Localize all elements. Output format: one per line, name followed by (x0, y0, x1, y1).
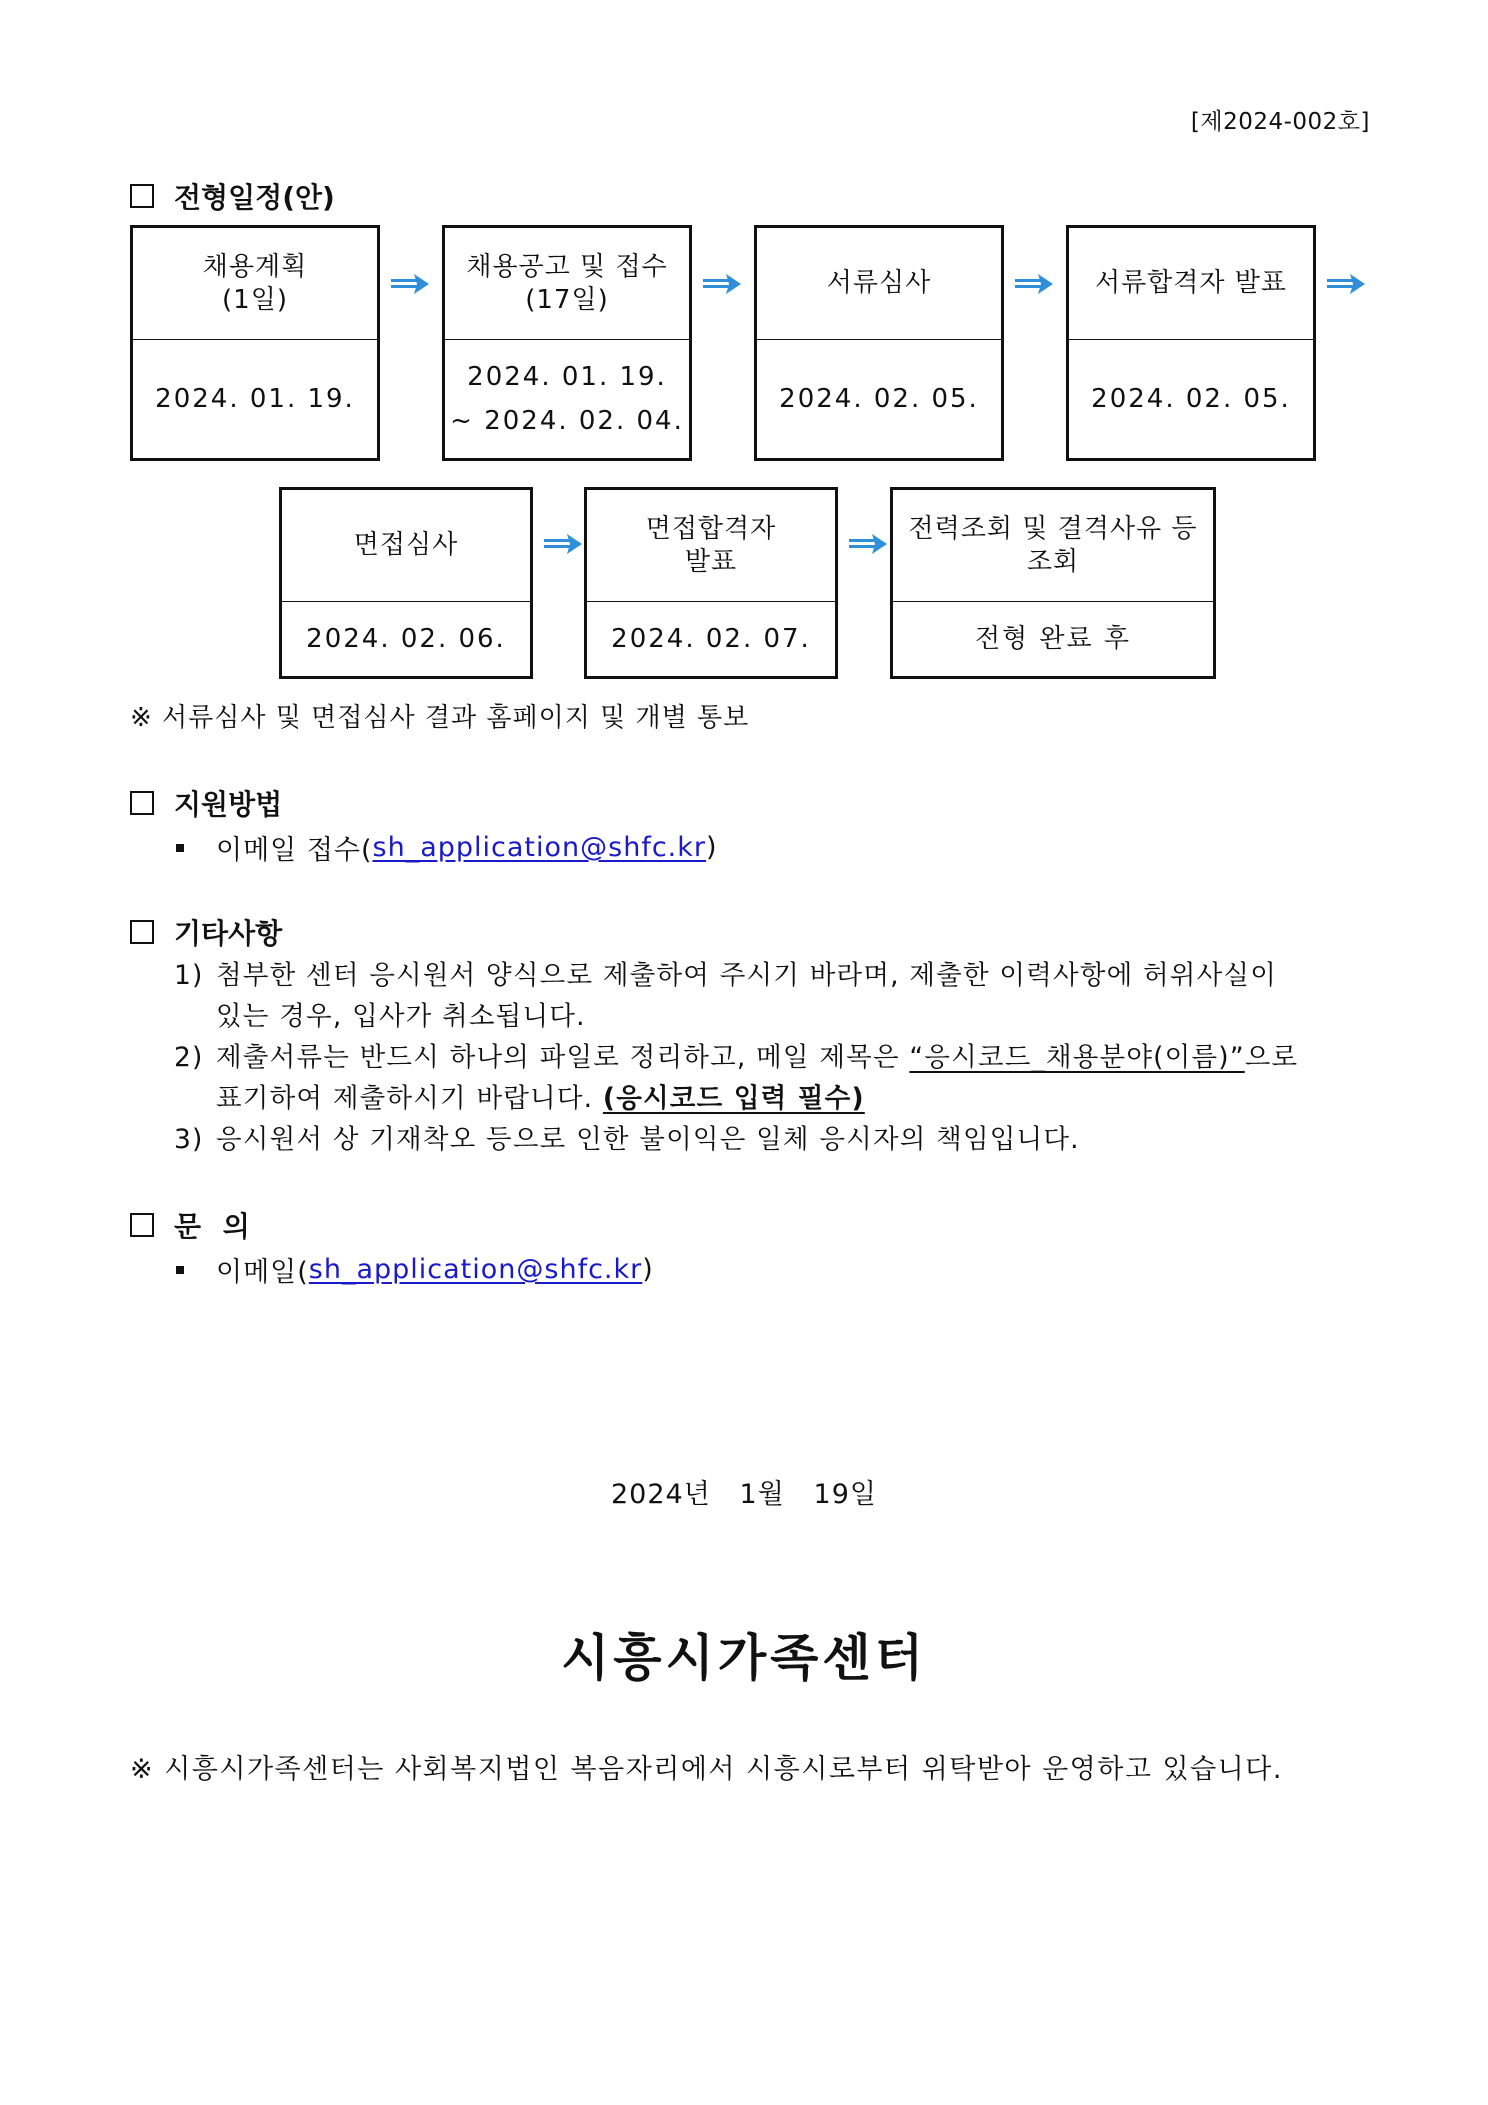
schedule-step-2 (442, 225, 692, 461)
step-duration: (1일) (222, 284, 288, 315)
other-item-2 (174, 1037, 1374, 1127)
checkbox-square-icon (130, 791, 154, 815)
other-item-3 (174, 1119, 1374, 1164)
step-duration: (17일) (525, 284, 609, 315)
contact-prefix: 이메일( (216, 1257, 309, 1288)
code-required-notice: (응시코드 입력 필수) (602, 1083, 865, 1114)
step-date: 전형 완료 후 (974, 624, 1132, 654)
section-schedule-heading (130, 176, 335, 216)
step-duration: 조회 (1026, 546, 1080, 577)
step-date: 2024. 02. 07. (611, 624, 811, 654)
step-name: 채용계획 (202, 251, 308, 282)
section-other-heading (130, 912, 282, 952)
step-date: 2024. 01. 19. (155, 384, 355, 414)
schedule-step-3 (754, 225, 1004, 461)
step-date: 2024. 02. 05. (1091, 384, 1291, 414)
bullet-square-icon (176, 844, 184, 852)
arrow-right-icon (1014, 272, 1054, 296)
step-date: 2024. 02. 05. (779, 384, 979, 414)
document-date: 2024년 1월 19일 (611, 1479, 877, 1510)
apply-prefix: 이메일 접수( (216, 835, 373, 866)
section-contact-title: 문 의 (174, 1210, 256, 1243)
contact-email-link[interactable]: sh_application@shfc.kr (308, 1254, 643, 1285)
step-name: 서류심사 (826, 268, 932, 298)
document-number: [제2024-002호] (1190, 109, 1370, 135)
schedule-step-6 (584, 487, 838, 679)
item-2-text-c: 으로 (1244, 1042, 1299, 1073)
mail-subject-format: “응시코드_채용분야(이름)” (909, 1042, 1245, 1073)
bullet-square-icon (176, 1266, 184, 1274)
arrow-right-icon (1326, 272, 1366, 296)
item-2-text-d: 표기하여 제출하시기 바랍니다. (216, 1083, 603, 1114)
item-2-line-2 (216, 1078, 1374, 1119)
section-contact-heading (130, 1205, 256, 1245)
step-name: 전력조회 및 결격사유 등 (908, 513, 1198, 544)
item-1-line-1: 첨부한 센터 응시원서 양식으로 제출하여 주시기 바라며, 제출한 이력사항에 허위사실이 (216, 960, 1277, 991)
schedule-step-5 (279, 487, 533, 679)
apply-suffix: ) (706, 832, 718, 863)
apply-email-link[interactable]: sh_application@shfc.kr (372, 832, 706, 863)
contact-suffix: ) (642, 1254, 654, 1285)
step-name: 면접심사 (353, 530, 459, 560)
arrow-right-icon (543, 532, 583, 556)
apply-method (176, 828, 718, 867)
checkbox-square-icon (130, 920, 154, 944)
schedule-step-7 (890, 487, 1216, 679)
schedule-note: ※ 서류심사 및 면접심사 결과 홈페이지 및 개별 통보 (130, 703, 750, 733)
item-number: 2) (174, 1042, 204, 1073)
step-date: 2024. 02. 06. (306, 624, 506, 654)
step-name: 면접합격자 (645, 513, 777, 544)
arrow-right-icon (390, 272, 430, 296)
step-duration: 발표 (684, 546, 738, 577)
item-number: 1) (174, 960, 204, 991)
item-2-line-1 (216, 1037, 1374, 1078)
section-apply-heading (130, 783, 282, 823)
step-date-end: ~ 2024. 02. 04. (450, 406, 684, 436)
arrow-right-icon (848, 532, 888, 556)
checkbox-square-icon (130, 184, 154, 208)
item-number: 3) (174, 1124, 204, 1155)
footer-note: ※ 시흥시가족센터는 사회복지법인 복음자리에서 시흥시로부터 위탁받아 운영하고 있습니다. (130, 1754, 1283, 1785)
schedule-step-4 (1066, 225, 1316, 461)
arrow-right-icon (702, 272, 742, 296)
item-3-line-1: 응시원서 상 기재착오 등으로 인한 불이익은 일체 응시자의 책임입니다. (216, 1124, 1080, 1155)
step-name: 채용공고 및 접수 (466, 251, 668, 282)
schedule-step-1 (130, 225, 380, 461)
section-schedule-title: 전형일정(안) (174, 181, 335, 214)
contact-method (176, 1250, 654, 1289)
item-2-text-a: 제출서류는 반드시 하나의 파일로 정리하고, 메일 제목은 (216, 1042, 910, 1073)
step-date: 2024. 01. 19. (467, 362, 667, 392)
step-name: 서류합격자 발표 (1094, 268, 1288, 298)
section-apply-title: 지원방법 (174, 788, 283, 821)
organization-name: 시흥시가족센터 (560, 1629, 928, 1687)
item-1-line-2: 있는 경우, 입사가 취소됩니다. (216, 1001, 586, 1032)
checkbox-square-icon (130, 1213, 154, 1237)
section-other-title: 기타사항 (174, 917, 283, 950)
